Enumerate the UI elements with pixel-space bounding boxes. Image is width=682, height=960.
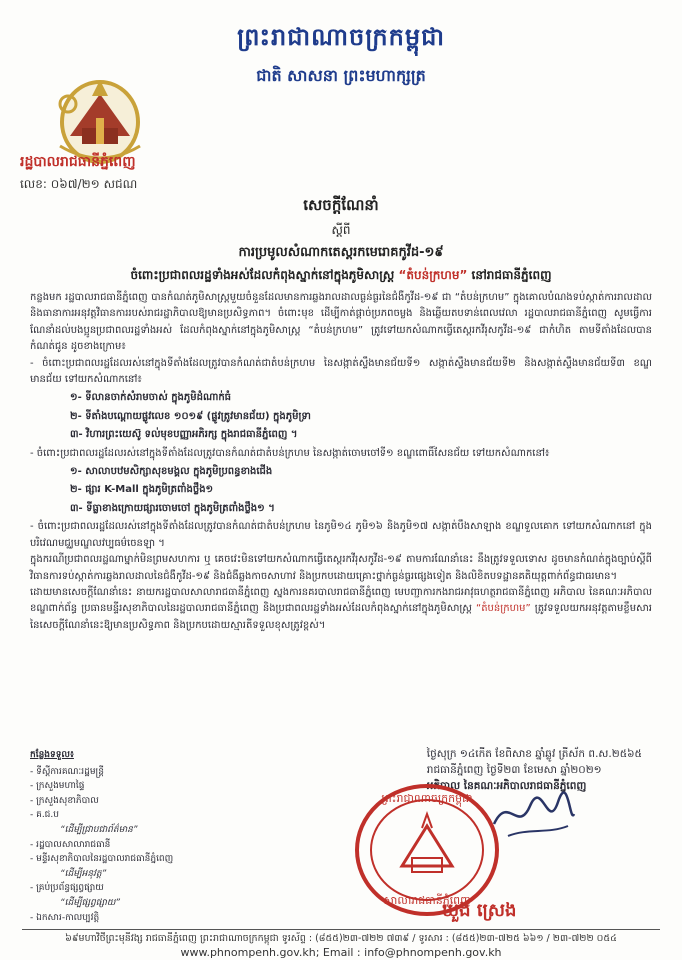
recipient-item: - ក្រសួងមហាផ្ទៃ	[30, 781, 85, 792]
recipient-item: - គ្រប់ប្រព័ន្ធផ្សព្វផ្សាយ	[30, 883, 104, 894]
subject-line-2	[0, 267, 682, 285]
list-item: ១- ទីលានចាក់សំរាមចាស់ ក្នុងភូមិដំណាក់ធំ	[70, 392, 232, 404]
recipient-purpose: “ដើម្បីជ្រាបជាព័ត៌មាន”	[60, 824, 138, 835]
recipients-list	[30, 748, 245, 925]
recipient-item: - ទីស្ដីការគណៈរដ្ឋមន្ត្រី	[30, 766, 104, 777]
list-item: ១- សាលាបឋមសិក្សាសុខមង្គល ក្នុងភូមិប្រពន្ធខាងជើង	[70, 466, 273, 478]
list-item: ២- ទីតាំងបណ្ដោយផ្លូវលេខ ១០១៩ (ផ្លូវត្រូវមានជ័យ) ក្នុងភូមិទ្រា	[70, 410, 311, 422]
bullet-1: - ចំពោះប្រជាពលរដ្ឋដែលរស់នៅក្នុងទីតាំងដែលត្រូវបានកំណត់ជាតំបន់ក្រហម នៃសង្កាត់ស្ទឹងមានជ័យទី១ សង្កាត់ស្ទឹងមានជ័យទី២ និងសង្កាត់ស្ទឹងមានជ័យទី៣ ខណ្ឌមានជ័យ ទៅយកសំណាកនៅ៖	[30, 357, 652, 386]
closing-suffix: ត្រូវទទួលយកអនុវត្តតាមខ្លឹមសារនៃសេចក្ដីណែនាំនេះឱ្យមានប្រសិទ្ធភាព និងប្រកបដោយស្មារតីទទួលខុសត្រូវខ្ពស់។	[30, 603, 652, 631]
location-list-1	[30, 390, 652, 443]
list-item: ២- ផ្សារ K-Mall ក្នុងភូមិត្រពាំងថ្លឹង១	[70, 484, 214, 496]
recipient-item: - គ.ជ.ប	[30, 810, 59, 821]
penalty-paragraph: ក្នុងករណីប្រជាពលរដ្ឋណាម្នាក់មិនព្រមសហការ ឬ គេចវេះមិនទៅយកសំណាកធ្វើតេស្តរកវីរុសកូវីដ-១៩ តាមការណែនាំនេះ នឹងត្រូវទទួលទោស ដូចមានកំណត់ក្នុងច្បាប់ស្ដីពីវិធានការទប់ស្កាត់ការឆ្លងរាលដាលនៃជំងឺកូវីដ-១៩ និងជំងឺឆ្លងកាចសាហាវ និងប្រកបដោយគ្រោះថ្នាក់ធ្ងន់ធ្ងរផ្សេងទៀត និងលិខិតបទដ្ឋានគតិយុត្តពាក់ព័ន្ធជាធរមាន។	[30, 554, 652, 582]
lunar-date: ថ្ងៃសុក្រ ១៤កើត ខែពិសាខ ឆ្នាំឆ្លូវ ត្រីស័ក ព.ស.២៥៦៥	[426, 748, 642, 760]
document-body	[30, 290, 652, 634]
intro-paragraph: កន្លងមក រដ្ឋបាលរាជធានីភ្នំពេញ បានកំណត់ភូមិសាស្ត្រមួយចំនួនដែលមានការឆ្លងរាលដាលធ្ងន់ធ្ងរនៃជំងឺកូវីដ-១៩ ជា “តំបន់ក្រហម” ក្នុងគោលបំណងទប់ស្កាត់ការរាលដាល និងធានាការអនុវត្តវិធានការរបស់រាជរដ្ឋាភិបាលឱ្យមានប្រសិទ្ធភាព។ ចំពោះមុខ ដើម្បីកាត់ផ្ដាច់ប្រភពចម្លង និងឆ្លើយតបទាន់ពេលវេលា រដ្ឋបាលរាជធានីភ្នំពេញ សូមធ្វើការណែនាំដល់បងប្អូនប្រជាពលរដ្ឋទាំងអស់ ដែលកំពុងស្នាក់នៅក្នុងភូមិសាស្ត្រ “តំបន់ក្រហម” ត្រូវទៅយកសំណាកធ្វើតេស្តរកវីរុសកូវីដ-១៩ ជាកំហិត តាមទីតាំងដែលបានកំណត់ជូន ដូចខាងក្រោម៖	[30, 292, 652, 353]
closing-prefix: ដោយមានសេចក្ដីណែនាំនេះ នាយករដ្ឋបាលសាលារាជធានីភ្នំពេញ ស្នងការនគរបាលរាជធានីភ្នំពេញ មេបញ្ជាការកងរាជអាវុធហត្ថរាជធានីភ្នំពេញ អភិបាល នៃគណៈអភិបាលខណ្ឌពាក់ព័ន្ធ ប្រធានមន្ទីរសុខាភិបាលនៃរដ្ឋបាលរាជធានីភ្នំពេញ និងប្រជាពលរដ្ឋទាំងអស់ដែលកំពុងស្នាក់នៅក្នុងភូមិសាស្ត្រ	[30, 586, 652, 615]
bullet-3: - ចំពោះប្រជាពលរដ្ឋដែលរស់នៅក្នុងទីតាំងដែលត្រូវបានកំណត់ជាតំបន់ក្រហម នៃភូមិ១៤ ភូមិ១៦ និងភូមិ១៧ សង្កាត់បឹងសាឡាង ខណ្ឌទួលគោក ទៅយកសំណាកនៅ ក្នុងបរិវេណមជ្ឈមណ្ឌលវប្បធម៌ចេនឡា ។	[30, 521, 652, 549]
subject-prefix: ចំពោះប្រជាពលរដ្ឋទាំងអស់ដែលកំពុងស្នាក់នៅក្នុងភូមិសាស្ត្រ	[130, 268, 395, 282]
signature-icon	[488, 784, 578, 844]
footer-divider	[22, 929, 660, 930]
recipient-item: - មន្ទីរសុខាភិបាលនៃរដ្ឋបាលរាជធានីភ្នំពេញ	[30, 854, 174, 865]
recipient-item: - ក្រសួងសុខាភិបាល	[30, 795, 99, 806]
document-number: លេខ: ០៦៧/២១ សជណ	[20, 177, 138, 191]
closing-paragraph	[30, 585, 652, 634]
about-label: ស្ដីពី	[331, 223, 351, 237]
national-motto: ជាតិ សាសនា ព្រះមហាក្សត្រ	[256, 66, 426, 85]
location-list-2	[30, 464, 652, 517]
document-type: សេចក្ដីណែនាំ	[303, 196, 379, 214]
solar-date: រាជធានីភ្នំពេញ ថ្ងៃទី២៣ ខែមេសា ឆ្នាំ២០២១	[426, 764, 602, 776]
list-item: ៣- ទីធ្លាខាងក្រោយផ្សារចោមចៅ ក្នុងភូមិត្រពាំងថ្លឹង១ ។	[70, 502, 275, 514]
signer-position: អភិបាល នៃគណៈអភិបាលរាជធានីភ្នំពេញ	[426, 780, 587, 792]
recipients-title: កន្លែងទទួល៖	[30, 750, 74, 760]
red-zone-label: “តំបន់ក្រហម”	[398, 268, 468, 282]
issuer-name: រដ្ឋបាលរាជធានីភ្នំពេញ	[20, 154, 136, 170]
list-item: ៣- វិហារព្រះយេស៊ូ ទល់មុខបញ្ញាអភិរក្ស ក្នុងរាជធានីភ្នំពេញ ។	[70, 429, 298, 441]
closing-red-zone: “តំបន់ក្រហម”	[476, 603, 531, 615]
seal-bottom-text: សាលារាជធានីភ្នំពេញ	[383, 894, 471, 907]
recipient-item: - រដ្ឋបាលសាលារាជធានី	[30, 839, 111, 850]
subject-line-1: ការប្រមូលសំណាកតេស្តរកមេរោគកូវីដ-១៩	[238, 245, 444, 260]
kingdom-title: ព្រះរាជាណាចក្រកម្ពុជា	[237, 22, 445, 51]
recipient-purpose: “ដើម្បីផ្សព្វផ្សាយ”	[60, 897, 121, 908]
signer-name: ឃួង ស្រេង	[442, 900, 517, 921]
footer-web[interactable]: www.phnompenh.gov.kh; Email : info@phnompenh.gov.kh	[180, 946, 502, 959]
title-block	[0, 196, 682, 285]
recipient-item: - ឯកសារ-កាលប្បវត្តិ	[30, 912, 100, 923]
footer-address: ៦៩មហាវិថីព្រះមុនីវង្ស រាជធានីភ្នំពេញ ព្រះរាជាណាចក្រកម្ពុជា ទូរស័ព្ទ : (៨៥៥)២៣-៧២២ ៧៣៩ / ទូរសារ : (៨៥៥)២៣-៧២៥ ៦៦១ / ២៣-៧២២ ០៥៤	[65, 933, 617, 944]
recipient-purpose: “ដើម្បីអនុវត្ត”	[60, 868, 107, 879]
seal-top-text: ព្រះរាជាណាចក្រកម្ពុជា	[381, 792, 473, 805]
subject-suffix: នៅរាជធានីភ្នំពេញ	[471, 268, 552, 282]
bullet-2: - ចំពោះប្រជាពលរដ្ឋដែលរស់នៅក្នុងទីតាំងដែលត្រូវបានកំណត់ជាតំបន់ក្រហម នៃសង្កាត់ចោមចៅទី១ ខណ្ឌពោធិ៍សែនជ័យ ទៅយកសំណាកនៅ៖	[30, 447, 550, 459]
